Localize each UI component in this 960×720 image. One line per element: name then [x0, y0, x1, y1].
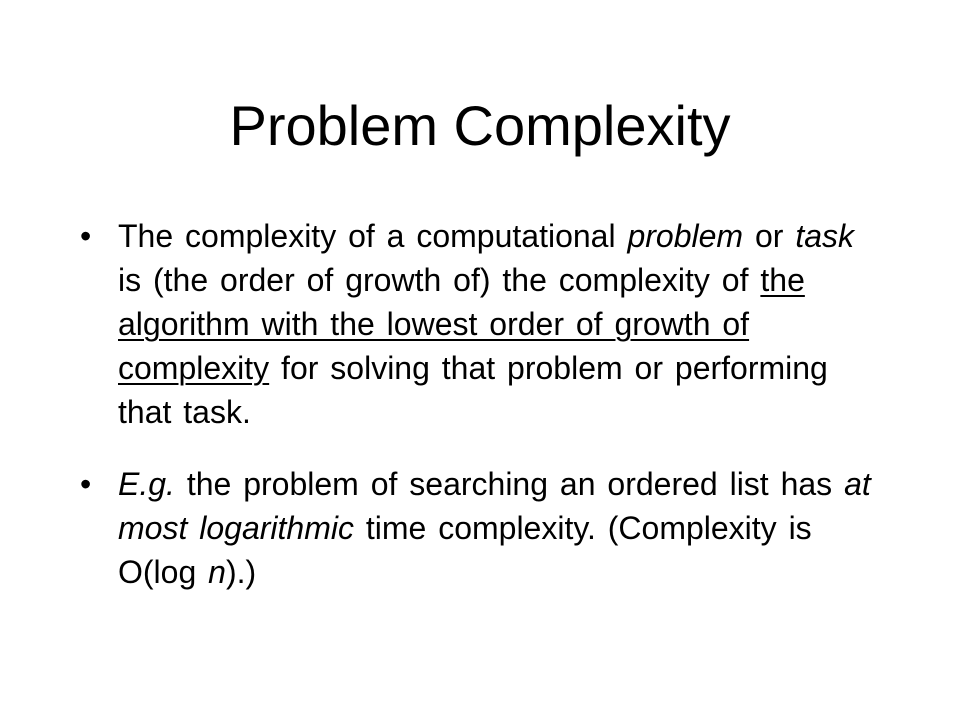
emphasis-eg: E.g.: [118, 466, 175, 502]
bullet-text: ).): [225, 554, 257, 590]
bullet-text: is (the order of growth of) the complexity of: [118, 262, 761, 298]
bullet-text: time complexity. (Complexity is O(log: [118, 510, 812, 590]
bullet-text: or: [743, 218, 796, 254]
emphasis-at-most-logarithmic: at most logarithmic: [118, 466, 871, 546]
bullet-dot-icon: •: [80, 466, 92, 502]
emphasis-task: task: [795, 218, 854, 254]
bullet-list: [72, 214, 872, 594]
bullet-text: for solving that problem or performing that task.: [118, 350, 828, 430]
bullet-text: the problem of searching an ordered list has: [174, 466, 845, 502]
bullet-item-example: [72, 462, 872, 594]
emphasis-problem: problem: [627, 218, 744, 254]
emphasis-n: n: [208, 554, 226, 590]
bullet-item-definition: [72, 214, 872, 434]
bullet-text: The complexity of a computational: [118, 218, 628, 254]
slide-title: Problem Complexity: [229, 94, 731, 157]
bullet-dot-icon: •: [80, 218, 92, 254]
underlined-phrase: the algorithm with the lowest order of growth of complexity: [118, 262, 805, 386]
